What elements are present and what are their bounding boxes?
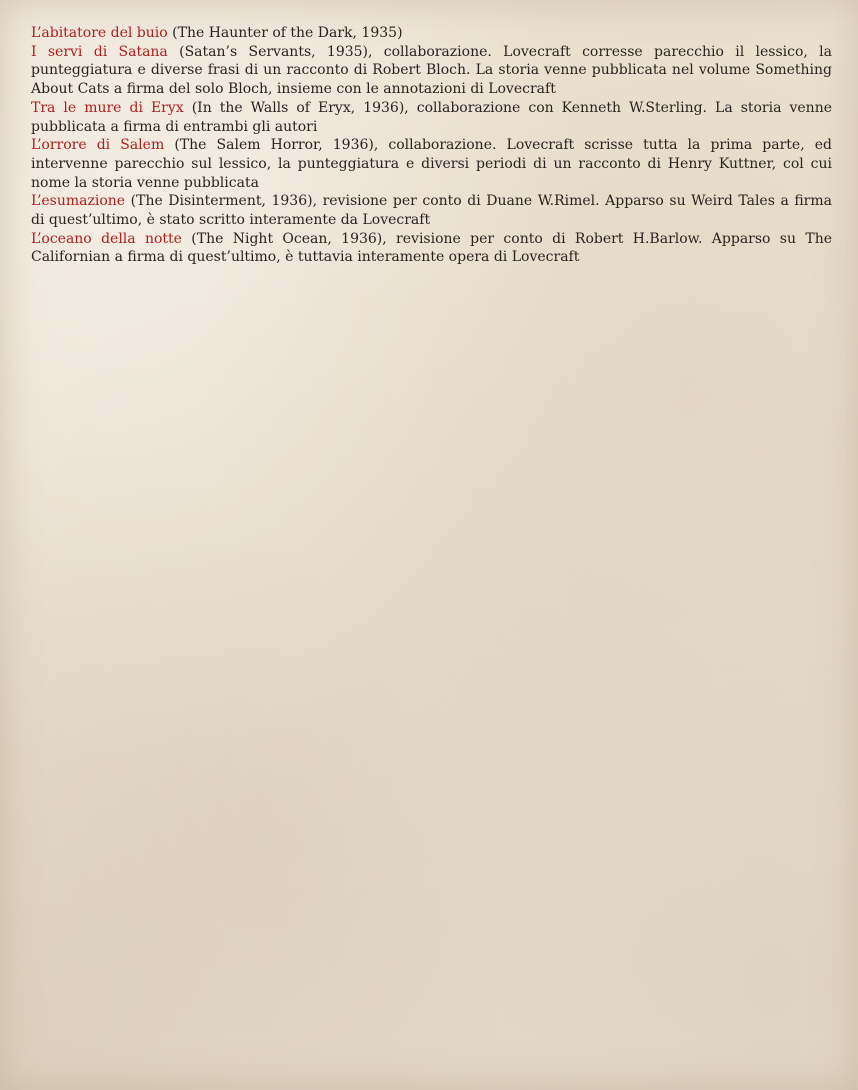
bibliography-entry xyxy=(31,43,832,99)
story-title[interactable]: Tra le mure di Eryx xyxy=(31,99,184,116)
bibliography-entry xyxy=(31,230,832,267)
entry-description: (The Haunter of the Dark, 1935) xyxy=(167,25,403,41)
bibliography-entry xyxy=(31,136,832,192)
story-title[interactable]: L’abitatore del buio xyxy=(31,25,168,41)
bibliography-entry xyxy=(31,192,832,229)
story-title[interactable]: L’orrore di Salem xyxy=(31,137,165,154)
bibliography-entry xyxy=(31,24,832,43)
bibliography-entry xyxy=(31,99,832,136)
entry-description: (Satan’s Servants, 1935), collaborazione. Lovecraft corresse parecchio il lessico, la punteggiatura e diverse frasi di un racconto di Robert Bloch. La storia venne pubblicata nel volume Something About Cats a firma del solo Bloch, insieme con le annotazioni di Lovecraft xyxy=(31,43,832,98)
entry-description: (In the Walls of Eryx, 1936), collaborazione con Kenneth W.Sterling. La storia venne pubblicata a firma di entrambi gli autori xyxy=(31,99,832,135)
story-title[interactable]: L’oceano della notte xyxy=(31,230,182,247)
story-title[interactable]: I servi di Satana xyxy=(31,43,168,60)
entry-description: (The Night Ocean, 1936), revisione per conto di Robert H.Barlow. Apparso su The Californian a firma di quest’ultimo, è tuttavia interamente opera di Lovecraft xyxy=(31,230,832,266)
bibliography-list xyxy=(31,24,832,267)
entry-description: (The Salem Horror, 1936), collaborazione. Lovecraft scrisse tutta la prima parte, ed intervenne parecchio sul lessico, la punteggiatura e diversi periodi di un racconto di Henry Kuttner, col cui nome la storia venne pubblicata xyxy=(31,137,832,191)
entry-description: (The Disinterment, 1936), revisione per conto di Duane W.Rimel. Apparso su Weird Tales a firma di quest’ultimo, è stato scritto interamente da Lovecraft xyxy=(31,193,832,229)
story-title[interactable]: L’esumazione xyxy=(31,193,126,210)
